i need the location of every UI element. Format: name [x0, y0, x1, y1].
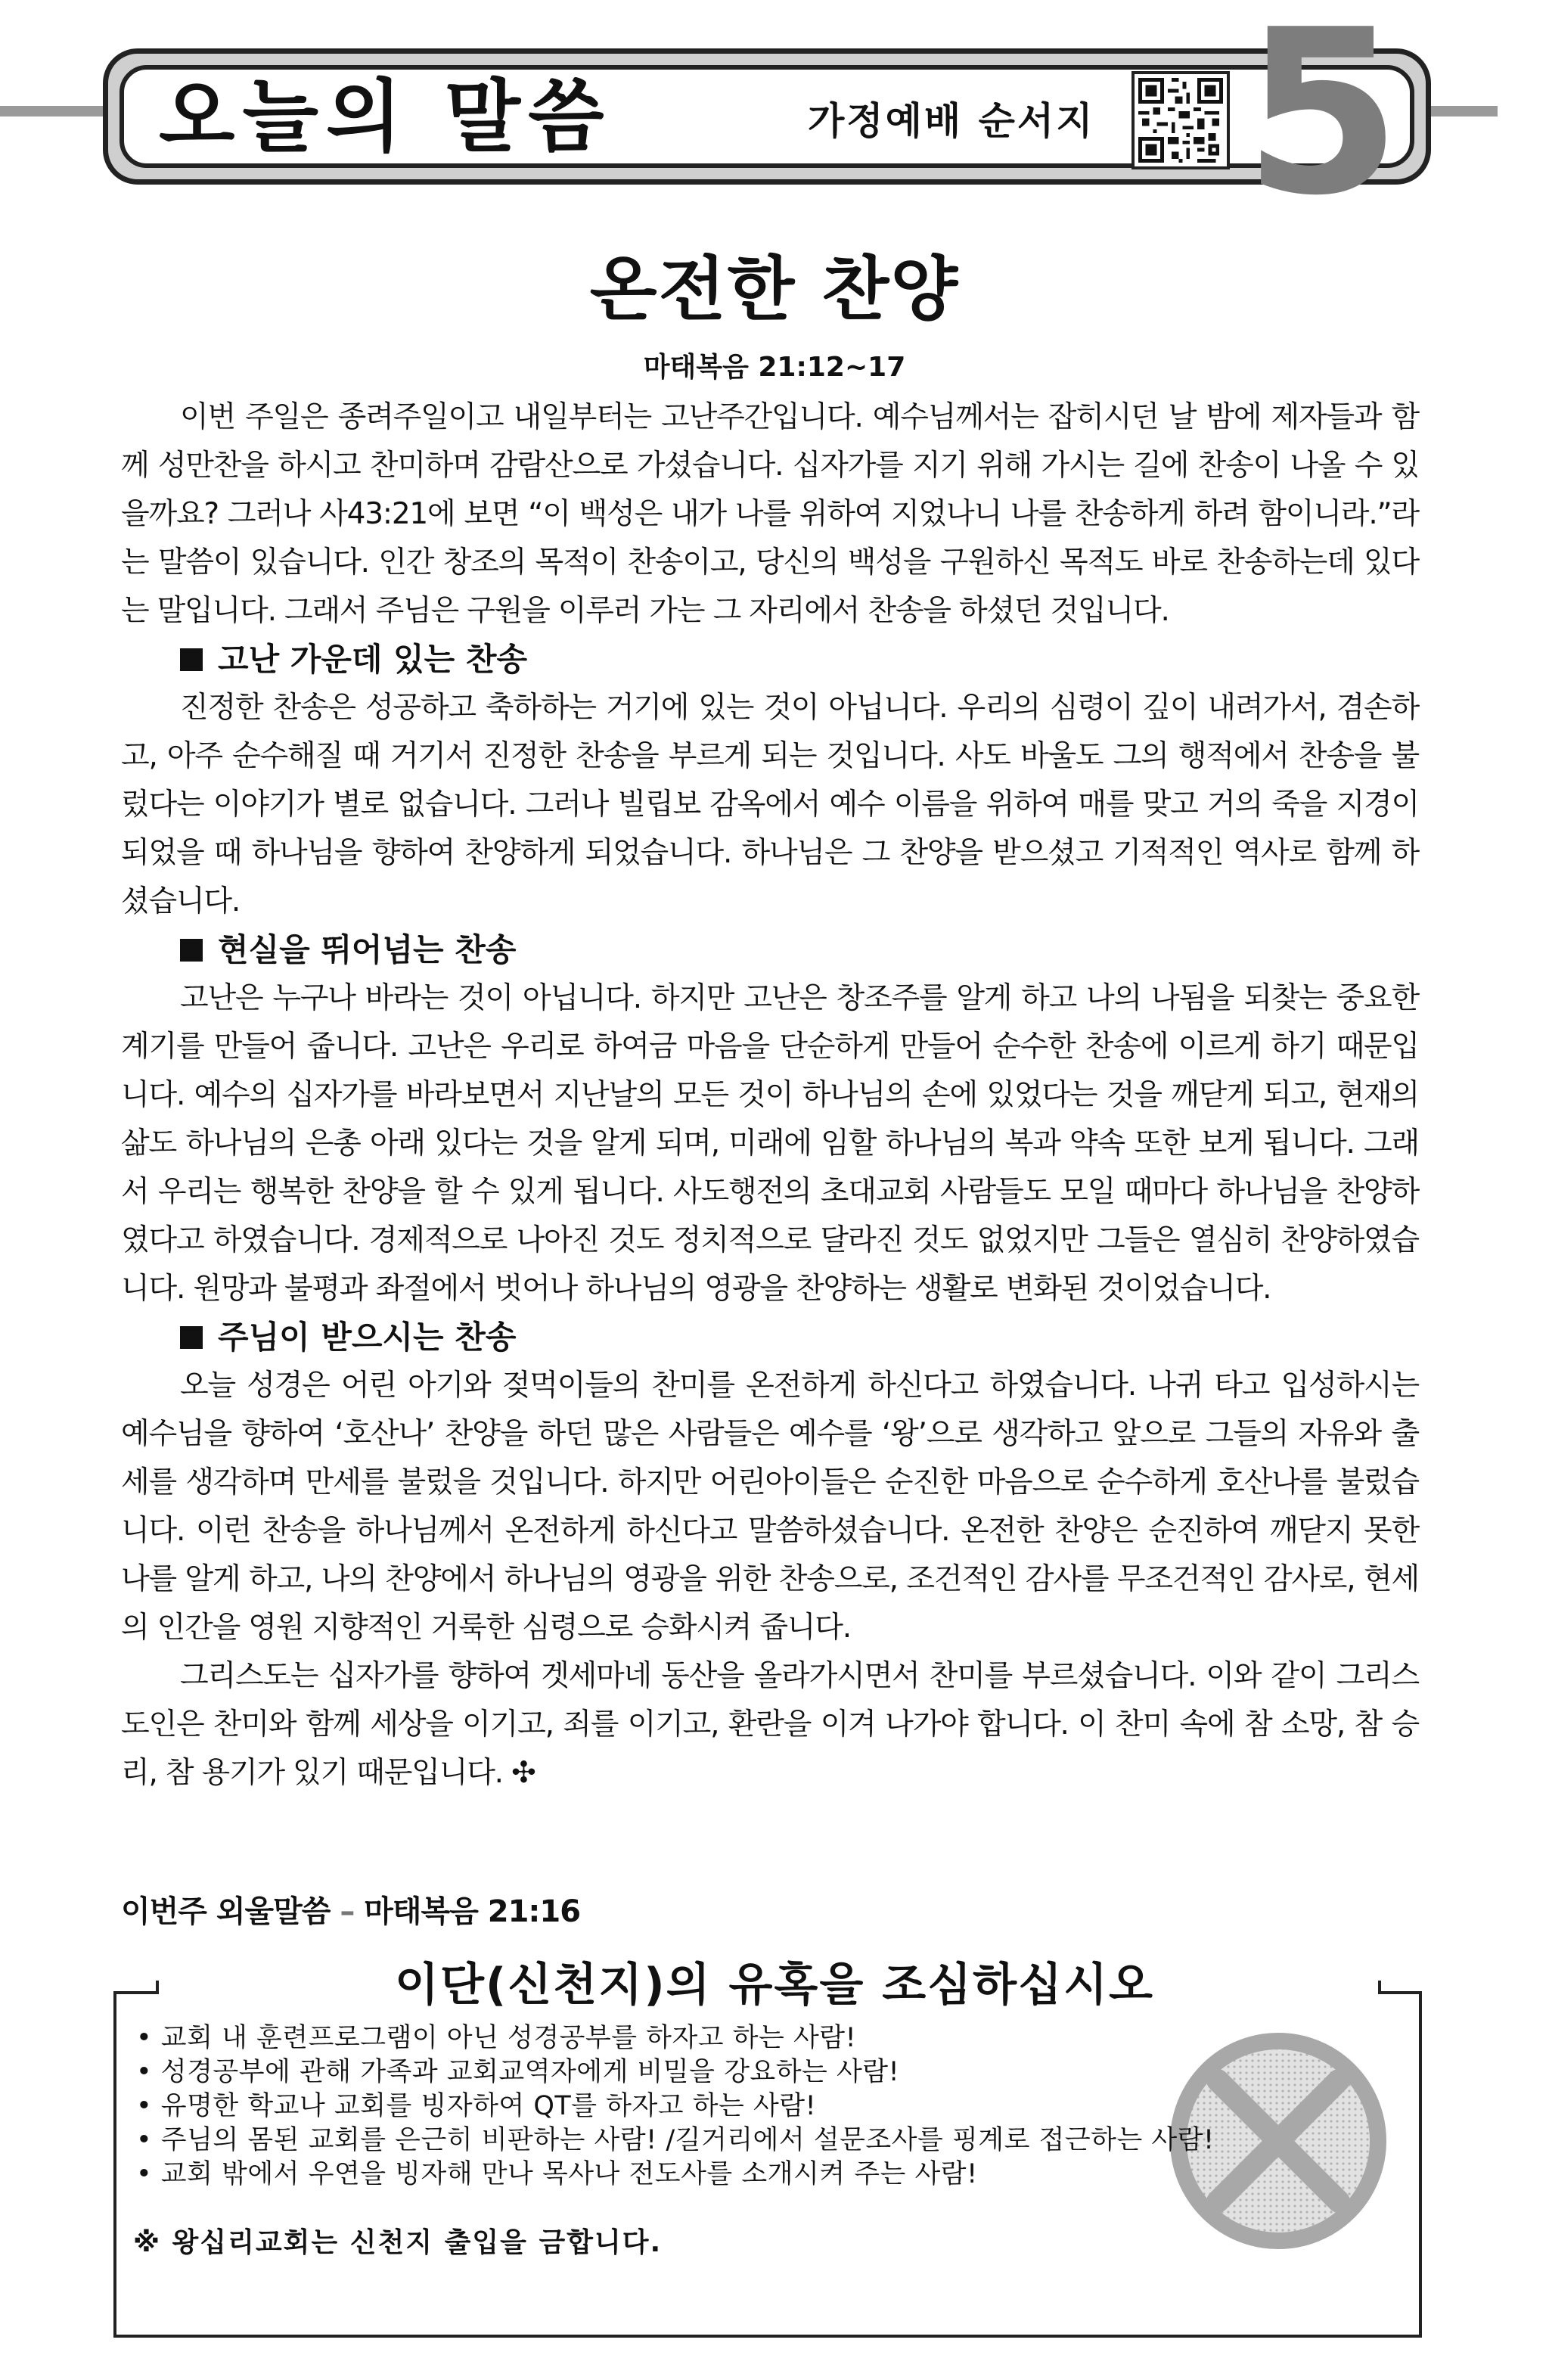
warning-item: • 성경공부에 관해 가족과 교회교역자에게 비밀을 강요하는 사람!	[136, 2055, 1215, 2089]
section-heading-text: 현실을 뛰어넘는 찬송	[218, 931, 517, 968]
issue-number: 5	[1243, 0, 1402, 245]
section-paragraph: 진정한 찬송은 성공하고 축하하는 거기에 있는 것이 아닙니다. 우리의 심령이 깊이 내려가서, 겸손하고, 아주 순수해질 때 거기서 진정한 찬송을 부르게 되는 것입니다. 사도 바울도 그의 행적에서 찬송을 불렀다는 이야기가 별로 없습니다. 그러나 빌립보 감옥에서 예수 이름을 위하여 매를 맞고 거의 죽을 지경이 되었을 때 하나님을 향하여 찬양하게 되었습니다. 하나님은 그 찬양을 받으셨고 기적적인 역사로 함께 하셨습니다.	[121, 691, 1419, 918]
warning-item: • 교회 밖에서 우연을 빙자해 만나 목사나 전도사를 소개시켜 주는 사람!	[136, 2158, 1215, 2192]
warning-note: ※ 왕십리교회는 신천지 출입을 금합니다.	[133, 2227, 663, 2258]
header-subtitle: 가정예배 순서지	[808, 99, 1095, 143]
section-heading	[121, 1313, 1419, 1362]
warning-item: • 주님의 몸된 교회를 은근히 비판하는 사람! /길거리에서 설문조사를 핑계로 접근하는 사람!	[136, 2124, 1215, 2158]
sermon-title: 온전한 찬양	[589, 249, 960, 330]
section-heading-text: 고난 가운데 있는 찬송	[218, 641, 528, 678]
warning-title: 이단(신천지)의 유혹을 조심하십시오	[394, 1959, 1155, 2012]
memory-verse-dash: –	[340, 1894, 355, 1929]
warning-item: • 유명한 학교나 교회를 빙자하여 QT를 하자고 하는 사람!	[136, 2089, 1215, 2124]
section-heading	[121, 926, 1419, 974]
square-bullet-icon	[180, 939, 203, 962]
qr-code-icon	[1131, 71, 1230, 169]
section-heading	[121, 635, 1419, 684]
section-paragraph: 오늘 성경은 어린 아기와 젖먹이들의 찬미를 온전하게 하신다고 하였습니다. 나귀 타고 입성하시는 예수님을 향하여 ‘호산나’ 찬양을 하던 많은 사람들은 예수를 ‘왕’으로 생각하고 앞으로 그들의 자유와 출세를 생각하며 만세를 불렀을 것입니다. 하지만 어린아이들은 순진한 마음으로 순수하게 호산나를 불렀습니다. 이런 찬송을 하나님께서 온전하게 하신다고 말씀하셨습니다. 온전한 찬양은 순진하여 깨닫지 못한 나를 알게 하고, 나의 찬양에서 하나님의 영광을 위한 찬송으로, 조건적인 감사를 무조건적인 감사로, 현세의 인간을 영원 지향적인 거룩한 심령으로 승화시켜 줍니다.	[121, 1369, 1419, 1645]
header-title: 오늘의 말씀	[159, 70, 612, 163]
memory-verse-label: 이번주 외울말씀	[121, 1894, 331, 1929]
section-paragraph: 그리스도는 십자가를 향하여 겟세마네 동산을 올라가시면서 찬미를 부르셨습니다. 이와 같이 그리스도인은 찬미와 함께 세상을 이기고, 죄를 이기고, 환란을 이겨 나가야 합니다. 이 찬미 속에 참 소망, 참 승리, 참 용기가 있기 때문입니다. ✣	[121, 1659, 1419, 1790]
scripture-reference: 마태복음 21:12~17	[643, 352, 906, 383]
square-bullet-icon	[180, 648, 203, 671]
square-bullet-icon	[180, 1326, 203, 1349]
section-paragraph: 고난은 누구나 바라는 것이 아닙니다. 하지만 고난은 창조주를 알게 하고 나의 나됨을 되찾는 중요한 계기를 만들어 줍니다. 고난은 우리로 하여금 마음을 단순하게 만들어 순수한 찬송에 이르게 하기 때문입니다. 예수의 십자가를 바라보면서 지난날의 모든 것이 하나님의 손에 있었다는 것을 깨닫게 되고, 현재의 삶도 하나님의 은총 아래 있다는 것을 알게 되며, 미래에 임할 하나님의 복과 약속 또한 보게 됩니다. 그래서 우리는 행복한 찬양을 할 수 있게 됩니다. 사도행전의 초대교회 사람들도 모일 때마다 하나님을 찬양하였다고 하였습니다. 경제적으로 나아진 것도 정치적으로 달라진 것도 없었지만 그들은 열심히 찬양하였습니다. 원망과 불평과 좌절에서 벗어나 하나님의 영광을 찬양하는 생활로 변화된 것이었습니다.	[121, 981, 1419, 1306]
intro-paragraph: 이번 주일은 종려주일이고 내일부터는 고난주간입니다. 예수님께서는 잡히시던 날 밤에 제자들과 함께 성만찬을 하시고 찬미하며 감람산으로 가셨습니다. 십자가를 지기 위해 가시는 길에 찬송이 나올 수 있을까요? 그러나 사43:21에 보면 “이 백성은 내가 나를 위하여 지었나니 나를 찬송하게 하려 함이니라.”라는 말씀이 있습니다. 인간 창조의 목적이 찬송이고, 당신의 백성을 구원하신 목적도 바로 찬송하는데 있다는 말입니다. 그래서 주님은 구원을 이루러 가는 그 자리에서 찬송을 하셨던 것입니다.	[121, 400, 1419, 628]
warning-list	[136, 2021, 1215, 2192]
warning-item: • 교회 내 훈련프로그램이 아닌 성경공부를 하자고 하는 사람!	[136, 2021, 1215, 2055]
section-heading-text: 주님이 받으시는 찬송	[218, 1319, 517, 1356]
sermon-body	[121, 393, 1419, 1797]
memory-verse-reference: 마태복음 21:16	[364, 1894, 581, 1929]
memory-verse	[121, 1893, 580, 1931]
